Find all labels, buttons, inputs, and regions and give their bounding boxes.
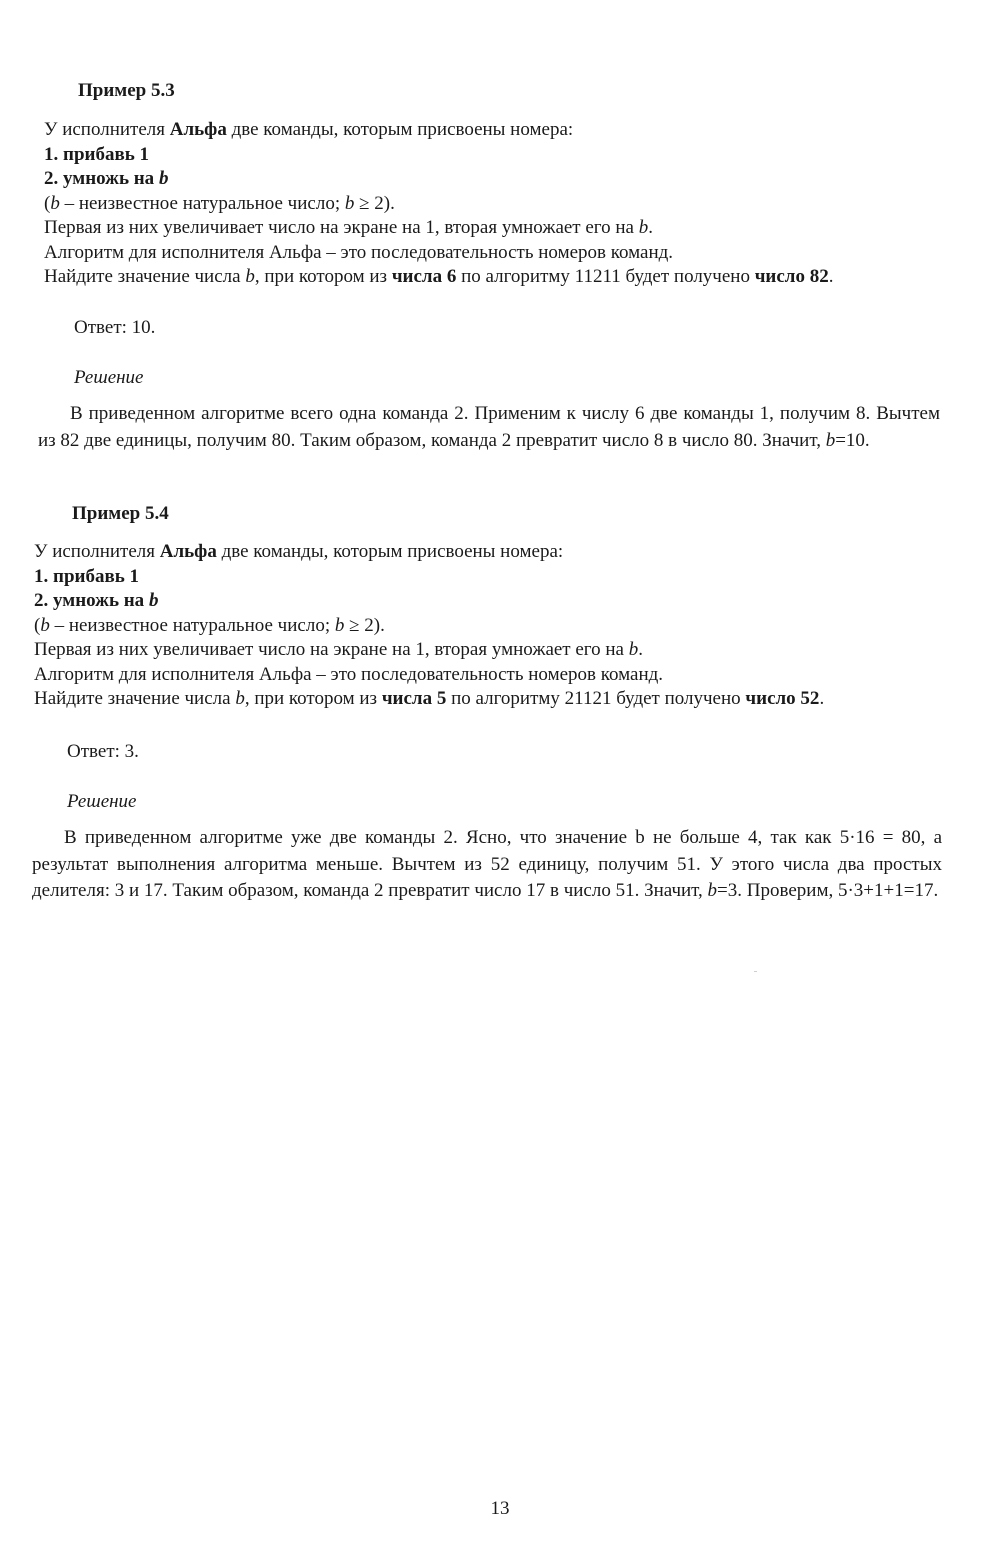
statement-intro: У исполнителя Альфа две команды, которым присвоены номера: [44, 119, 574, 140]
commands-description: Первая из них увеличивает число на экране на 1, вторая умножает его на b. [44, 217, 653, 238]
command-2: 2. умножь на b [44, 168, 169, 189]
answer: Ответ: 3. [67, 741, 139, 762]
command-1: 1. прибавь 1 [34, 565, 140, 587]
algorithm-description: Алгоритм для исполнителя Альфа – это последовательность номеров команд. [44, 241, 674, 263]
example-statement [44, 118, 833, 290]
answer: Ответ: 10. [74, 317, 156, 338]
variable-note: (b – неизвестное натуральное число; b ≥ 2). [34, 614, 385, 636]
example-title: Пример 5.4 [72, 503, 169, 524]
solution-text: В приведенном алгоритме уже две команды 2. Ясно, что значение b не больше 4, так как 5·16 = 80, а результат выполнения алгоритма меньше. Вычтем из 52 единицу, получим 51. У этого числа два простых делителя: 3 и 17. Таким образом, команда 2 превратит число 17 в число 51. Значит, b=3. Проверим, 5·3+1+1=17. [32, 827, 942, 901]
command-2: 2. умножь на b [34, 590, 159, 611]
variable-note: (b – неизвестное натуральное число; b ≥ 2). [44, 192, 395, 214]
statement-intro: У исполнителя Альфа две команды, которым присвоены номера: [34, 541, 564, 562]
scan-speck [754, 971, 757, 972]
task-question: Найдите значение числа b, при котором из числа 5 по алгоритму 21121 будет получено число 52. [34, 688, 825, 709]
solution-text: В приведенном алгоритме всего одна команда 2. Применим к числу 6 две команды 1, получим 8. Вычтем из 82 две единицы, получим 80. Таким образом, команда 2 превратит число 8 в число 80. Значит, b=10. [38, 403, 940, 451]
page-number: 13 [490, 1498, 510, 1519]
solution-title: Решение [74, 367, 144, 388]
example-statement [34, 540, 824, 712]
command-1: 1. прибавь 1 [44, 143, 150, 165]
task-question: Найдите значение числа b, при котором из числа 6 по алгоритму 11211 будет получено число 82. [44, 266, 834, 287]
commands-description: Первая из них увеличивает число на экране на 1, вторая умножает его на b. [34, 639, 643, 660]
example-title: Пример 5.3 [78, 80, 175, 101]
algorithm-description: Алгоритм для исполнителя Альфа – это последовательность номеров команд. [34, 663, 664, 685]
solution-title: Решение [67, 791, 137, 812]
